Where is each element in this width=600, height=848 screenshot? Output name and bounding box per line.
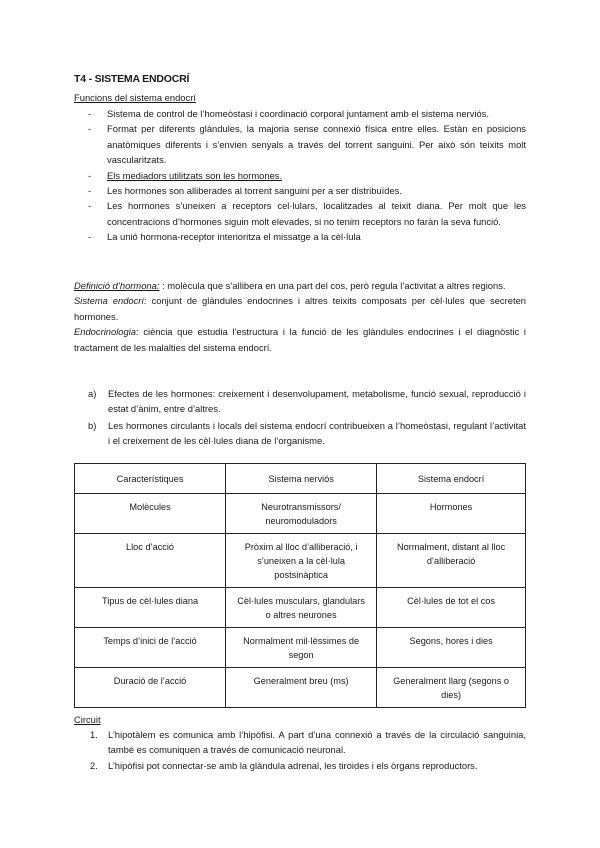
table-cell: Generalment breu (ms) bbox=[226, 668, 377, 708]
table-cell: Tipus de cèl·lules diana bbox=[75, 588, 226, 628]
list-item-text: L’hipotàlem es comunica amb l’hipòfisi. A part d’una connexió a través de la circulació sanguinia, també es comuniquen a través de comunicació neuronal. bbox=[108, 729, 526, 756]
bullet-marker: - bbox=[88, 200, 92, 212]
bullet-marker: - bbox=[88, 185, 92, 197]
functions-list bbox=[74, 106, 526, 245]
table-row bbox=[75, 588, 526, 628]
column-header: Sistema endocrí bbox=[377, 464, 526, 494]
table-cell: Duració de l’acció bbox=[75, 668, 226, 708]
bullet-marker: - bbox=[88, 169, 92, 181]
column-header: Característiques bbox=[75, 464, 226, 494]
list-item-text: Format per diferents glàndules, la majoria sense connexió física entre elles. Estàn en posicions anatòmiques diferents i s’envien senyals a través del torrent sanguini. Per això són teixits molt vascularitzats. bbox=[107, 123, 526, 166]
definition-separator: : bbox=[159, 280, 168, 291]
bullet-marker: - bbox=[88, 231, 92, 243]
bullet-marker: - bbox=[88, 108, 92, 119]
table-row bbox=[75, 628, 526, 668]
table-cell: Cèl·lules musculars, glandulars o altres neurones bbox=[226, 588, 377, 628]
list-item-text: Sistema de control de l’homeòstasi i coordinació corporal juntament amb el sistema nerviós. bbox=[107, 108, 489, 119]
list-marker: a) bbox=[88, 388, 97, 399]
table-cell: Generalment llarg (segons o dies) bbox=[377, 668, 526, 708]
table-row bbox=[75, 668, 526, 708]
table-row bbox=[75, 494, 526, 534]
column-header: Sistema nerviós bbox=[226, 464, 377, 494]
table-cell: Segons, hores i dies bbox=[377, 628, 526, 668]
list-item-text: Efectes de les hormones: creixement i desenvolupament, metabolisme, funció sexual, reproducció i estat d’ànim, entre d’altres. bbox=[108, 388, 526, 415]
table-cell: Molècules bbox=[75, 494, 226, 534]
definitions bbox=[74, 278, 526, 355]
list-item-text: L’hipòfisi pot connectar-se amb la glàndula adrenal, les tiroides i els òrgans reproductors. bbox=[108, 759, 478, 771]
bullet-marker: - bbox=[88, 123, 92, 135]
table-cell: Neurotransmissors/ neuromoduladors bbox=[226, 494, 377, 534]
effects-list bbox=[74, 386, 526, 450]
list-item-text: Els mediadors utilitzats son les hormones. bbox=[107, 169, 283, 181]
list-item bbox=[74, 121, 526, 167]
table-cell: Lloc d’acció bbox=[75, 534, 226, 588]
definition-text: ciència que estudia l’estructura i la funció de les glàndules endocrines i el diagnòstic i tractament de les malalties del sistema endocrí. bbox=[74, 326, 526, 353]
list-item bbox=[74, 168, 526, 183]
table-cell: Pròxim al lloc d’alliberació, i s’uneixen a la cèl·lula postsinàptica bbox=[226, 534, 377, 588]
circuit-heading: Circuit bbox=[74, 714, 101, 725]
list-item bbox=[74, 418, 526, 449]
circuit-list bbox=[74, 727, 526, 773]
list-item bbox=[74, 198, 526, 229]
table-cell: Normalment, distant al lloc d’alliberació bbox=[377, 534, 526, 588]
definition-term: Definició d’hormona: bbox=[74, 280, 160, 291]
list-item-text: Les hormones son alliberades al torrent sanguini per a ser distribuïdes. bbox=[107, 185, 402, 197]
definition-endocrine-system bbox=[74, 293, 526, 324]
table-cell: Normalment mil·lèssimes de segon bbox=[226, 628, 377, 668]
list-marker: b) bbox=[88, 419, 97, 431]
table-cell: Hormones bbox=[377, 494, 526, 534]
comparison-table bbox=[74, 463, 526, 708]
table-row bbox=[75, 534, 526, 588]
list-item bbox=[74, 727, 526, 758]
definition-term: Sistema endocrí: bbox=[74, 295, 147, 307]
table-cell: Temps d’inici de l’acció bbox=[75, 628, 226, 668]
table-header-row bbox=[75, 464, 526, 494]
definition-endocrinology bbox=[74, 324, 526, 355]
functions-heading: Funcions del sistema endocrí bbox=[74, 92, 196, 103]
list-item-text: La unió hormona-receptor interioritza el missatge a la cèl·lula bbox=[107, 231, 361, 243]
list-marker: 1. bbox=[90, 729, 98, 740]
list-marker: 2. bbox=[90, 759, 98, 771]
list-item bbox=[74, 229, 526, 244]
table-cell: Cèl·lules de tot el cos bbox=[377, 588, 526, 628]
list-item bbox=[74, 183, 526, 198]
page-title: T4 - SISTEMA ENDOCRÍ bbox=[74, 73, 190, 85]
definition-text: molècula que s’allibera en una part del cos, però regula l’activitat a altres regions. bbox=[167, 280, 506, 291]
definition-term: Endocrinologia: bbox=[74, 326, 139, 338]
list-item bbox=[74, 386, 526, 417]
list-item-text: Les hormones s’uneixen a receptors cel·lulars, localitzades al teixit diana. Per molt que les concentracions d’hormones siguin molt elevades, si no tenim receptors no faràn la seva funció. bbox=[107, 200, 526, 227]
list-item-text: Les hormones circulants i locals del sistema endocrí contribueixen a l’homeòstasi, regulant l’activitat i el creixement de les cèl·lules diana de l’organisme. bbox=[108, 419, 526, 447]
definition-hormone bbox=[74, 278, 526, 293]
list-item bbox=[74, 758, 526, 773]
list-item bbox=[74, 106, 526, 121]
definition-text: conjunt de glàndules endocrines i altres teixits composats per cèl·lules que secreten hormones. bbox=[74, 295, 526, 322]
